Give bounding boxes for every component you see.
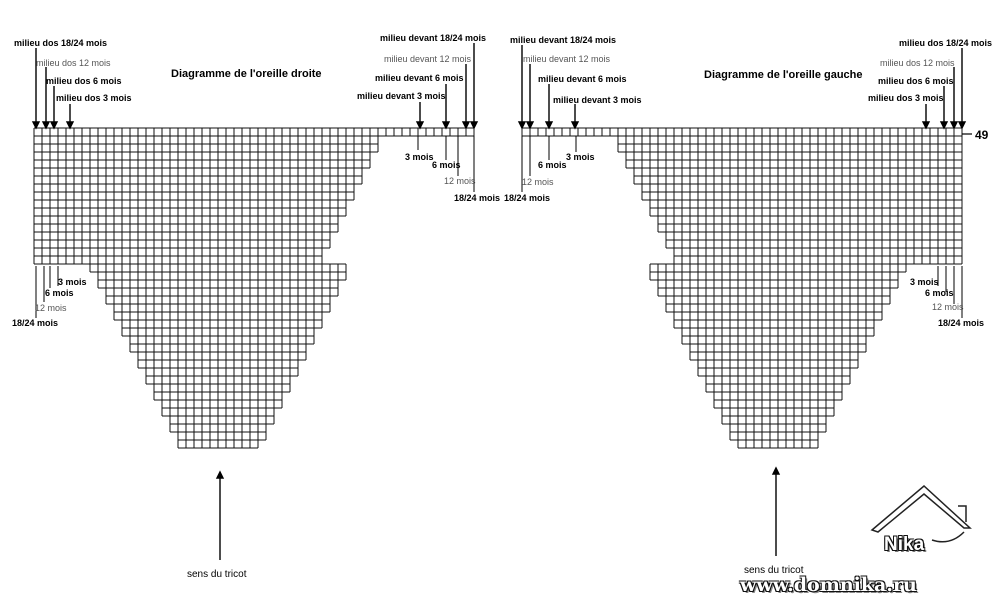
arrow-right-direction [217, 472, 223, 560]
arrow-left-direction [773, 468, 779, 556]
left-front-size-12: 12 mois [522, 177, 554, 187]
arrow-left-front-3 [572, 104, 578, 128]
right-front-size-12: 12 mois [444, 176, 476, 186]
watermark-brand: Nika [884, 534, 925, 555]
right-back-3-label: milieu dos 3 mois [56, 93, 132, 103]
arrow-right-back-3 [67, 104, 73, 128]
right-front-size-18-24: 18/24 mois [454, 193, 501, 203]
row-number-label: 49 [975, 128, 989, 142]
arrow-left-back-3 [923, 104, 929, 128]
left-side-size-12: 12 mois [932, 302, 964, 312]
left-front-size-6: 6 mois [538, 160, 567, 170]
arrow-right-front-18-24 [471, 43, 477, 128]
left-ear-grid [522, 128, 962, 448]
right-ear-grid [34, 128, 474, 448]
arrow-left-front-12 [527, 64, 533, 128]
left-ear-title: Diagramme de l'oreille gauche [704, 69, 863, 81]
arrow-left-front-6 [546, 84, 552, 128]
watermark-url: www.domnika.ru [740, 574, 917, 596]
right-ear-title: Diagramme de l'oreille droite [171, 68, 322, 80]
left-back-18-24-label: milieu dos 18/24 mois [899, 38, 993, 48]
left-back-6-label: milieu dos 6 mois [878, 76, 954, 86]
left-side-size-6: 6 mois [925, 288, 954, 298]
right-side-size-6: 6 mois [45, 288, 74, 298]
right-side-size-18-24: 18/24 mois [12, 318, 59, 328]
left-direction-label: sens du tricot [744, 565, 804, 576]
right-side-size-12: 12 mois [35, 303, 67, 313]
right-front-6-label: milieu devant 6 mois [375, 73, 464, 83]
left-front-12-label: milieu devant 12 mois [523, 54, 611, 64]
left-front-6-label: milieu devant 6 mois [538, 74, 627, 84]
arrow-right-front-12 [463, 64, 469, 128]
right-back-12-label: milieu dos 12 mois [36, 58, 111, 68]
right-front-12-label: milieu devant 12 mois [384, 54, 472, 64]
left-side-size-3: 3 mois [910, 277, 939, 287]
left-front-18-24-label: milieu devant 18/24 mois [510, 35, 617, 45]
left-front-size-3: 3 mois [566, 152, 595, 162]
right-direction-label: sens du tricot [187, 569, 247, 580]
left-back-12-label: milieu dos 12 mois [880, 58, 955, 68]
arrow-right-front-3 [417, 102, 423, 128]
right-front-size-6: 6 mois [432, 160, 461, 170]
left-front-size-18-24: 18/24 mois [504, 193, 551, 203]
marker-arrows [33, 43, 972, 560]
right-back-18-24-label: milieu dos 18/24 mois [14, 38, 108, 48]
right-side-size-3: 3 mois [58, 277, 87, 287]
right-front-3-label: milieu devant 3 mois [357, 91, 446, 101]
right-front-18-24-label: milieu devant 18/24 mois [380, 33, 487, 43]
right-front-size-3: 3 mois [405, 152, 434, 162]
right-back-6-label: milieu dos 6 mois [46, 76, 122, 86]
knitting-grids [34, 128, 962, 448]
left-side-size-18-24: 18/24 mois [938, 318, 985, 328]
left-front-3-label: milieu devant 3 mois [553, 95, 642, 105]
left-back-3-label: milieu dos 3 mois [868, 93, 944, 103]
arrow-left-back-18-24 [959, 48, 965, 128]
